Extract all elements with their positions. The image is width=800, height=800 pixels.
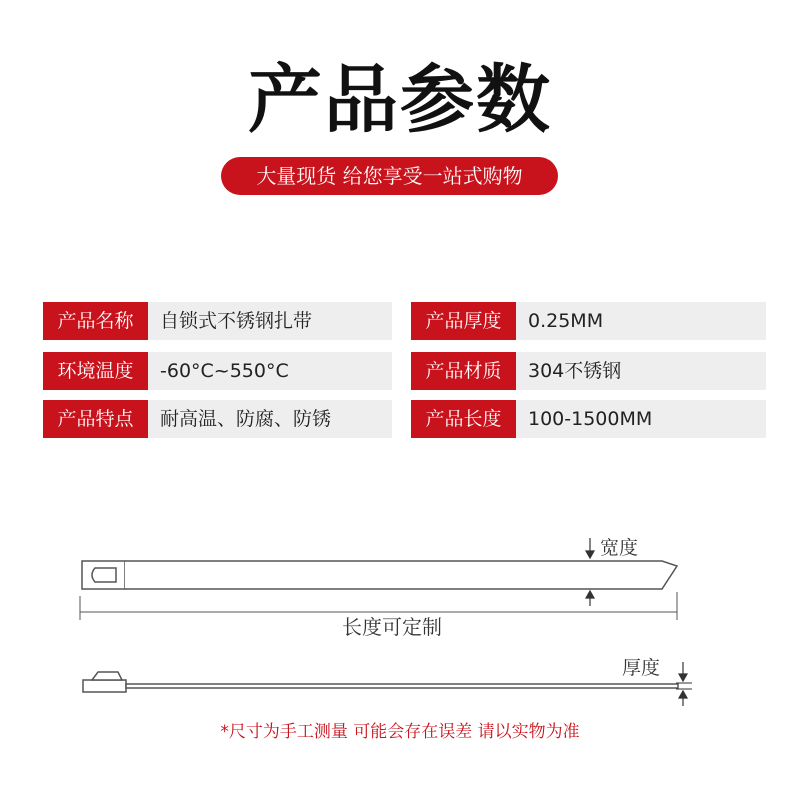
tie-head-lock (92, 672, 122, 680)
tie-head-slot (92, 568, 116, 582)
param-label: 环境温度 (43, 352, 148, 390)
param-value: -60°C~550°C (148, 352, 392, 390)
tie-strip-side (126, 684, 678, 688)
width-label: 宽度 (600, 537, 639, 559)
tie-side-view (83, 672, 678, 692)
tie-top-view (82, 561, 677, 589)
promo-banner: 大量现货 给您享受一站式购物 (221, 157, 558, 195)
param-label: 产品名称 (43, 302, 148, 340)
param-value: 耐高温、防腐、防锈 (148, 400, 392, 438)
disclaimer-note: *尺寸为手工测量 可能会存在误差 请以实物为准 (220, 722, 580, 742)
param-label: 产品厚度 (411, 302, 516, 340)
param-value: 0.25MM (516, 302, 766, 340)
param-value: 304不锈钢 (516, 352, 766, 390)
page-title: 产品参数 (248, 57, 552, 143)
param-value: 100-1500MM (516, 400, 766, 438)
length-label: 长度可定制 (342, 615, 442, 639)
param-label: 产品特点 (43, 400, 148, 438)
param-label: 产品长度 (411, 400, 516, 438)
tie-strip (125, 561, 677, 589)
tie-head-side (83, 680, 126, 692)
param-label: 产品材质 (411, 352, 516, 390)
param-value: 自锁式不锈钢扎带 (148, 302, 392, 340)
thickness-label: 厚度 (622, 657, 661, 679)
